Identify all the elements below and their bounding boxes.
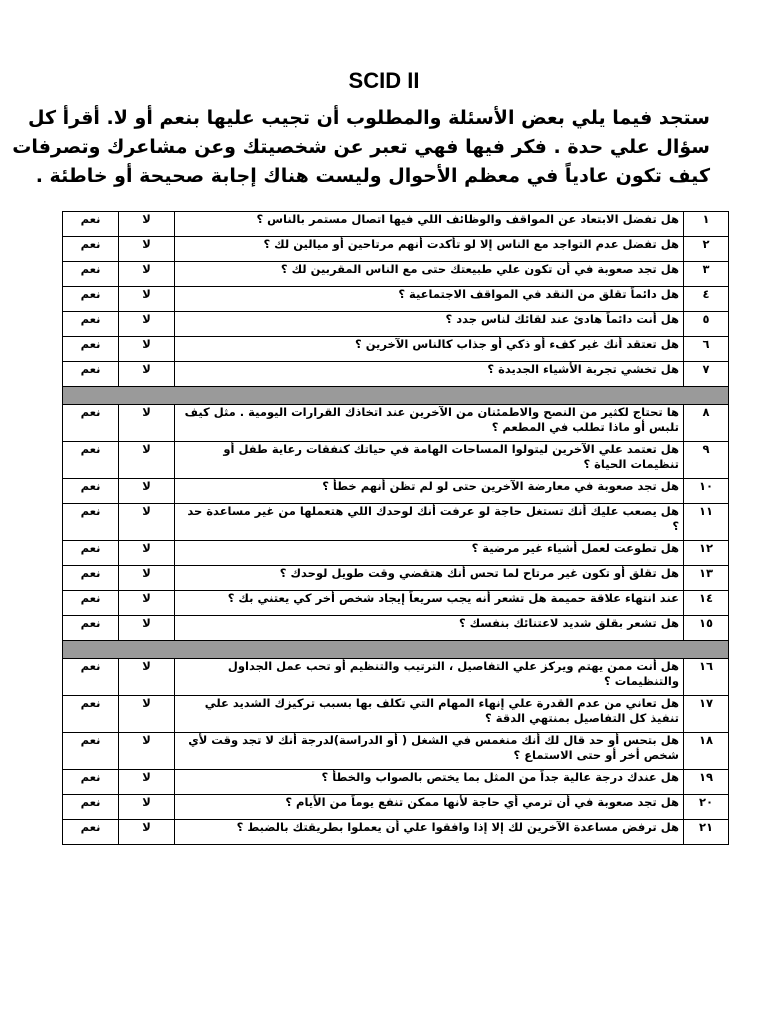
question-number: ٨: [684, 405, 729, 442]
answer-yes-option[interactable]: نعم: [63, 541, 119, 566]
question-number: ٦: [684, 337, 729, 362]
question-number: ٥: [684, 312, 729, 337]
instructions-line: ستجد فيما يلي بعض الأسئلة والمطلوب أن تجيب عليها بنعم أو لا. أقرأ كل: [28, 107, 710, 129]
question-row: [63, 504, 729, 541]
answer-yes-option[interactable]: نعم: [63, 591, 119, 616]
answer-yes-option[interactable]: نعم: [63, 820, 119, 845]
question-text: هل تجد صعوبة في أن ترمي أي حاجة لأنها ممكن تنفع يوماً من الأيام ؟: [175, 795, 684, 820]
answer-yes-option[interactable]: نعم: [63, 733, 119, 770]
question-row: [63, 795, 729, 820]
question-row: [63, 541, 729, 566]
question-text: هل بتحس أو حد قال لك أنك منغمس في الشغل ( أو الدراسة)لدرجة أنك لا تجد وقت لأي شخص أخر أو حتى الاستماع ؟: [175, 733, 684, 770]
question-row: [63, 262, 729, 287]
answer-yes-option[interactable]: نعم: [63, 262, 119, 287]
question-text: هل يصعب عليك أنك تستغل حاجة لو عرفت أنك لوحدك اللي هتعملها من غير مساعدة حد ؟: [175, 504, 684, 541]
question-number: ١٨: [684, 733, 729, 770]
question-text: هل تفضل عدم التواجد مع الناس إلا لو تأكدت أنهم مرتاحين أو ميالين لك ؟: [175, 237, 684, 262]
question-number: ٧: [684, 362, 729, 387]
question-row: [63, 442, 729, 479]
answer-no-option[interactable]: لا: [119, 820, 175, 845]
answer-yes-option[interactable]: نعم: [63, 795, 119, 820]
question-text: هل تشعر بقلق شديد لاعتنائك بنفسك ؟: [175, 616, 684, 641]
question-text: هل تقلق أو تكون غير مرتاح لما تحس أنك هتقضي وقت طويل لوحدك ؟: [175, 566, 684, 591]
answer-no-option[interactable]: لا: [119, 212, 175, 237]
answer-yes-option[interactable]: نعم: [63, 362, 119, 387]
answer-yes-option[interactable]: نعم: [63, 237, 119, 262]
question-text: هل تعاني من عدم القدرة علي إنهاء المهام التي تكلف بها بسبب تركيزك الشديد علي تنفيذ كل التفاصيل بمنتهي الدقة ؟: [175, 696, 684, 733]
answer-yes-option[interactable]: نعم: [63, 287, 119, 312]
question-row: [63, 696, 729, 733]
question-row: [63, 237, 729, 262]
answer-yes-option[interactable]: نعم: [63, 337, 119, 362]
question-row: [63, 212, 729, 237]
question-text: هل تعتقد أنك غير كفء أو ذكي أو جذاب كالناس الآخرين ؟: [175, 337, 684, 362]
question-number: ١٥: [684, 616, 729, 641]
question-number: ١٩: [684, 770, 729, 795]
question-row: [63, 337, 729, 362]
answer-yes-option[interactable]: نعم: [63, 659, 119, 696]
answer-yes-option[interactable]: نعم: [63, 312, 119, 337]
question-number: ١١: [684, 504, 729, 541]
answer-no-option[interactable]: لا: [119, 733, 175, 770]
answer-no-option[interactable]: لا: [119, 337, 175, 362]
question-number: ٢١: [684, 820, 729, 845]
question-number: ١٠: [684, 479, 729, 504]
answer-yes-option[interactable]: نعم: [63, 405, 119, 442]
question-row: [63, 405, 729, 442]
answer-no-option[interactable]: لا: [119, 312, 175, 337]
question-number: ١٢: [684, 541, 729, 566]
question-number: ٢: [684, 237, 729, 262]
question-number: ٣: [684, 262, 729, 287]
questionnaire-table: [62, 211, 729, 845]
answer-no-option[interactable]: لا: [119, 616, 175, 641]
question-row: [63, 287, 729, 312]
answer-yes-option[interactable]: نعم: [63, 696, 119, 733]
answer-yes-option[interactable]: نعم: [63, 442, 119, 479]
answer-no-option[interactable]: لا: [119, 696, 175, 733]
answer-no-option[interactable]: لا: [119, 659, 175, 696]
answer-no-option[interactable]: لا: [119, 262, 175, 287]
question-text: هل تجد صعوبة في أن تكون علي طبيعتك حتى مع الناس المقربين لك ؟: [175, 262, 684, 287]
question-row: [63, 616, 729, 641]
question-text: هل أنت ممن يهتم ويركز علي التفاصيل ، الترتيب والتنظيم أو تحب عمل الجداول والتنظيمات ؟: [175, 659, 684, 696]
question-row: [63, 659, 729, 696]
question-row: [63, 479, 729, 504]
question-text: هل تعتمد علي الآخرين ليتولوا المساحات الهامة في حياتك كنفقات رعاية طفل أو تنظيمات الحياة ؟: [175, 442, 684, 479]
answer-no-option[interactable]: لا: [119, 405, 175, 442]
question-text: هل تجد صعوبة في معارضة الآخرين حتى لو لم تظن أنهم خطأ ؟: [175, 479, 684, 504]
answer-yes-option[interactable]: نعم: [63, 616, 119, 641]
question-text: هل دائماً تقلق من النقد في المواقف الاجتماعية ؟: [175, 287, 684, 312]
question-text: هل أنت دائماً هادئ عند لقائك لناس جدد ؟: [175, 312, 684, 337]
question-number: ٢٠: [684, 795, 729, 820]
answer-yes-option[interactable]: نعم: [63, 504, 119, 541]
answer-no-option[interactable]: لا: [119, 566, 175, 591]
question-number: ١٤: [684, 591, 729, 616]
instructions-line: كيف تكون عادياً في معظم الأحوال وليست هناك إجابة صحيحة أو خاطئة .: [35, 165, 710, 187]
question-row: [63, 362, 729, 387]
section-divider: [63, 387, 729, 405]
answer-yes-option[interactable]: نعم: [63, 479, 119, 504]
answer-no-option[interactable]: لا: [119, 795, 175, 820]
answer-yes-option[interactable]: نعم: [63, 566, 119, 591]
question-row: [63, 566, 729, 591]
answer-yes-option[interactable]: نعم: [63, 212, 119, 237]
question-row: [63, 820, 729, 845]
question-row: [63, 312, 729, 337]
question-text: هل تطوعت لعمل أشياء غير مرضية ؟: [175, 541, 684, 566]
question-number: ١: [684, 212, 729, 237]
instructions-line: سؤال علي حدة . فكر فيها فهي تعبر عن شخصيتك وعن مشاعرك وتصرفات: [12, 136, 710, 158]
question-text: هل تخشي تجربة الأشياء الجديدة ؟: [175, 362, 684, 387]
answer-no-option[interactable]: لا: [119, 287, 175, 312]
question-text: ها تحتاج لكثير من النصح والاطمئنان من الآخرين عند اتخاذك القرارات اليومية . مثل كيف تلبس أو ماذا تطلب في المطعم ؟: [175, 405, 684, 442]
answer-no-option[interactable]: لا: [119, 541, 175, 566]
answer-no-option[interactable]: لا: [119, 504, 175, 541]
question-number: ١٦: [684, 659, 729, 696]
answer-no-option[interactable]: لا: [119, 442, 175, 479]
question-row: [63, 770, 729, 795]
section-divider: [63, 641, 729, 659]
question-text: عند انتهاء علاقة حميمة هل تشعر أنه يجب سريعاً إيجاد شخص أخر كي يعتني بك ؟: [175, 591, 684, 616]
answer-no-option[interactable]: لا: [119, 479, 175, 504]
answer-no-option[interactable]: لا: [119, 237, 175, 262]
question-number: ١٧: [684, 696, 729, 733]
question-number: ٤: [684, 287, 729, 312]
question-text: هل تفضل الابتعاد عن المواقف والوظائف اللي فيها اتصال مستمر بالناس ؟: [175, 212, 684, 237]
answer-no-option[interactable]: لا: [119, 362, 175, 387]
question-row: [63, 591, 729, 616]
question-number: ١٣: [684, 566, 729, 591]
page-title: SCID II: [348, 68, 420, 93]
answer-no-option[interactable]: لا: [119, 770, 175, 795]
question-text: هل ترفض مساعدة الآخرين لك إلا إذا وافقوا علي أن يعملوا بطريقتك بالضبط ؟: [175, 820, 684, 845]
question-number: ٩: [684, 442, 729, 479]
question-row: [63, 733, 729, 770]
instructions-paragraph: [12, 104, 710, 191]
answer-no-option[interactable]: لا: [119, 591, 175, 616]
answer-yes-option[interactable]: نعم: [63, 770, 119, 795]
question-text: هل عندك درجة عالية جداً من المثل بما يختص بالصواب والخطأ ؟: [175, 770, 684, 795]
